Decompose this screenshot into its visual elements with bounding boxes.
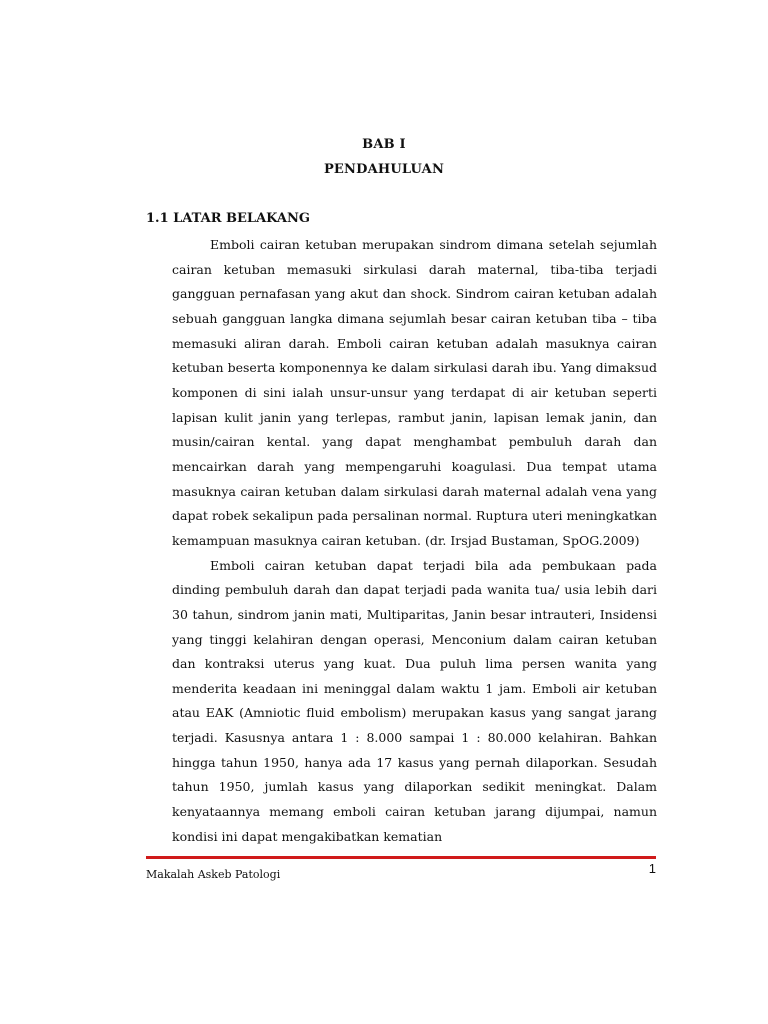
page-number: 1 xyxy=(648,861,656,876)
chapter-title: PENDAHULUAN xyxy=(323,162,445,177)
body-text xyxy=(172,233,657,849)
footer-divider xyxy=(146,856,656,859)
paragraph-2: Emboli cairan ketuban dapat terjadi bila ada pembukaan pada dinding pembuluh darah dan dapat terjadi pada wanita tua/ usia lebih dari 30 tahun, sindrom janin mati, Multiparitas, Janin besar intrauteri, Insidensi yang tinggi kelahiran dengan operasi, Menconium dalam cairan ketuban dan kontraksi uterus yang kuat. Dua puluh lima persen wanita yang menderita keadaan ini meninggal dalam waktu 1 jam. Emboli air ketuban atau EAK (Amniotic fluid embolism) merupakan kasus yang sangat jarang terjadi. Kasusnya antara 1 : 8.000 sampai 1 : 80.000 kelahiran. Bahkan hingga tahun 1950, hanya ada 17 kasus yang pernah dilaporkan. Sesudah tahun 1950, jumlah kasus yang dilaporkan sedikit meningkat. Dalam kenyataannya memang emboli cairan ketuban jarang dijumpai, namun kondisi ini dapat mengakibatkan kematian xyxy=(172,557,657,844)
paragraph-1: Emboli cairan ketuban merupakan sindrom dimana setelah sejumlah cairan ketuban memasuki sirkulasi darah maternal, tiba-tiba terjadi gangguan pernafasan yang akut dan shock. Sindrom cairan ketuban adalah sebuah gangguan langka dimana sejumlah besar cairan ketuban tiba – tiba memasuki aliran darah. Emboli cairan ketuban adalah masuknya cairan ketuban beserta komponennya ke dalam sirkulasi darah ibu. Yang dimaksud komponen di sini ialah unsur-unsur yang terdapat di air ketuban seperti lapisan kulit janin yang terlepas, rambut janin, lapisan lemak janin, dan musin/cairan kental. yang dapat menghambat pembuluh darah dan mencairkan darah yang mempengaruhi koagulasi. Dua tempat utama masuknya cairan ketuban dalam sirkulasi darah maternal adalah vena yang dapat robek sekalipun pada persalinan normal. Ruptura uteri meningkatkan kemampuan masuknya cairan ketuban. (dr. Irsjad Bustaman, SpOG.2009) xyxy=(172,237,657,548)
footer-document-title: Makalah Askeb Patologi xyxy=(146,868,281,881)
chapter-number: BAB I xyxy=(362,137,406,152)
section-heading: 1.1 LATAR BELAKANG xyxy=(146,211,311,226)
